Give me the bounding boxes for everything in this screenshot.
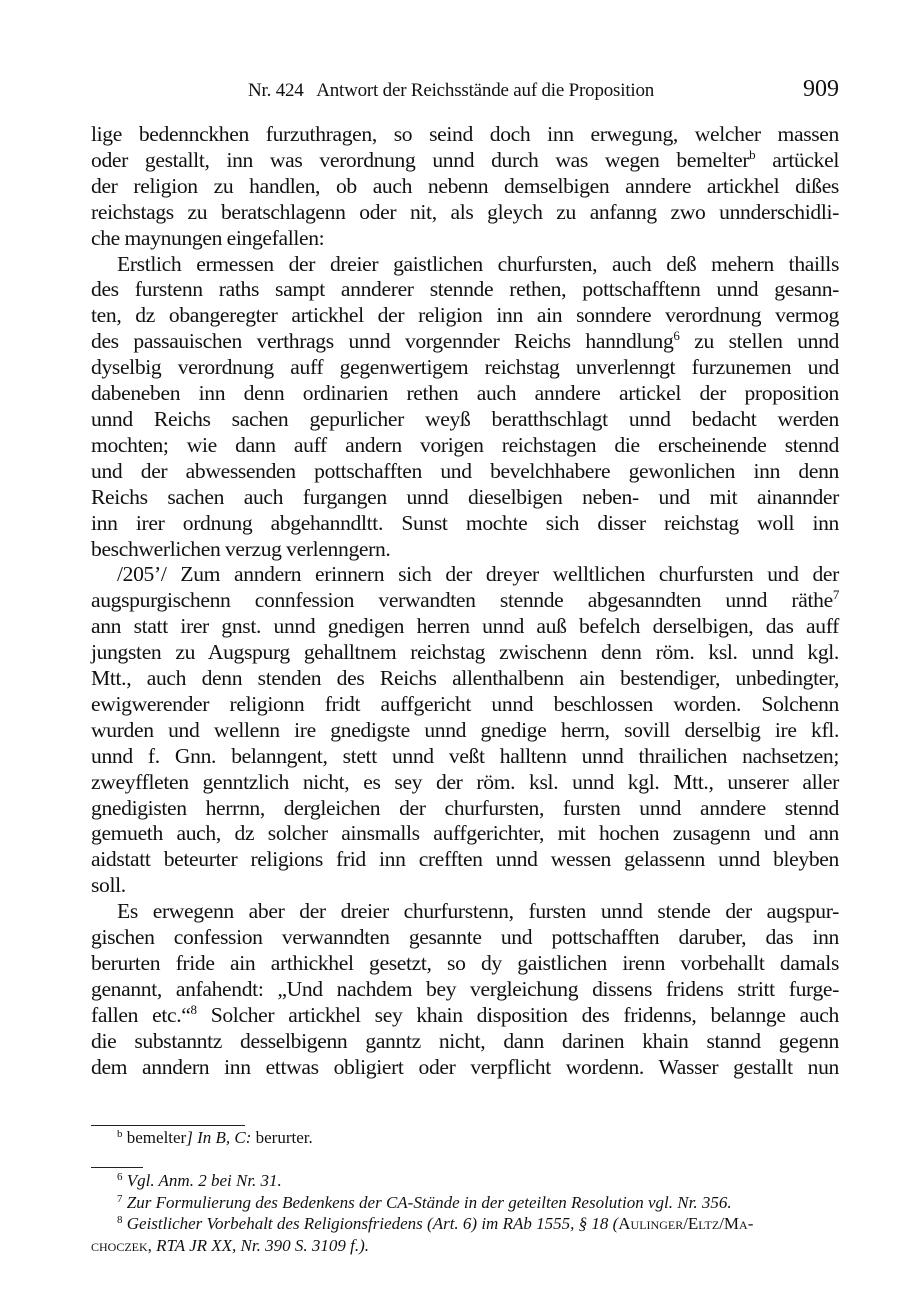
text-line: Mtt., auch denn stenden des Reichs allenthalbenn ain bestendiger, unbedingter,	[91, 666, 839, 691]
text-line: Es erwegenn aber der dreier churfurstenn, fursten unnd stende der augspur-	[117, 899, 839, 924]
text-line: und der abwessenden pottschafften und bevelchhabere gewonlichen inn denn	[91, 458, 839, 483]
running-head	[91, 78, 839, 106]
text-line: zweyffleten genntzlich nicht, es sey der röm. ksl. unnd kgl. Mtt., unserer aller	[91, 769, 839, 794]
text-line: dem anndern inn ettwas obligiert oder verpflicht wordenn. Wasser gestallt nun	[91, 1054, 839, 1079]
footnotes-rule	[91, 1167, 143, 1168]
footnote-number: 7	[117, 1192, 123, 1205]
text-line: dabeneben inn denn ordinarien rethen auch anndere artickel der proposition	[91, 381, 839, 406]
footnote-continuation: choczek, RTA JR XX, Nr. 390 S. 3109 f.).	[91, 1235, 369, 1255]
text-line: /205’/ Zum anndern erinnern sich der dreyer welltlichen churfursten und der	[117, 562, 839, 587]
text-line: des furstenn raths sampt annderer stennde rethen, pottschafftenn unnd gesann-	[91, 277, 839, 302]
text-line: inn irer ordnung abgehanndltt. Sunst mochte sich disser reichstag woll inn	[91, 510, 839, 535]
text-line: mochten; wie dann auff andern vorigen reichstagen die erscheinende stennd	[91, 432, 839, 457]
footnote-number: 8	[117, 1214, 123, 1226]
text-line: wurden und wellenn ire gnedigste unnd gnedige herrn, sovill derselbig ire kfl.	[91, 717, 839, 742]
text-line: ten, dz obangeregter artickhel der religion inn ain sonndere verordnung vermog	[91, 303, 839, 328]
text-line: aidstatt beteurter religions frid inn crefften unnd wessen gelassenn unnd bleyben	[91, 847, 839, 872]
text-line: reichstags zu beratschlagenn oder nit, als gleych zu anfanng zwo unnderschidli-	[91, 199, 839, 224]
text-line: oder gestallt, inn was verordnung unnd durch was wegen bemelter$^b$ artückel	[91, 146, 839, 172]
variant-note-mark: b	[117, 1128, 123, 1140]
text-line: unnd Reichs sachen gepurlicher weyß beratthschlagt unnd bedacht werden	[91, 406, 839, 431]
body-text	[91, 122, 839, 1081]
variant-note: $^b$ bemelter] In B, C: berurter.	[117, 1128, 313, 1147]
text-line: che maynungen eingefallen:	[91, 225, 325, 250]
text-line: fallen etc.“$^8$ Solcher artickhel sey khain disposition des fridenns, belannge auch	[91, 1001, 839, 1027]
text-line: dyselbig verordnung auff gegenwertigem reichstag unverlenngt furzunemen und	[91, 355, 839, 380]
variant-notes-rule	[91, 1125, 245, 1126]
text-line: beschwerlichen verzug verlenngern.	[91, 536, 391, 561]
text-line: die substanntz desselbigenn ganntz nicht, dann darinen khain stannd gegenn	[91, 1028, 839, 1053]
text-line: unnd f. Gnn. belanngent, stett unnd veßt halltenn unnd thrailichen nachsetzen;	[91, 743, 839, 768]
text-line: gnedigisten herrnn, dergleichen der churfursten, fursten unnd anndere stennd	[91, 795, 839, 820]
paragraph	[91, 122, 839, 252]
text-line: lige bedennckhen furzuthragen, so seind doch inn erwegung, welcher massen	[91, 122, 839, 146]
paragraph	[91, 562, 839, 899]
text-line: gemueth auch, dz solcher ainsmalls auffgerichter, mit hochen zusagenn und ann	[91, 821, 839, 846]
footnote: $^8$ Geistlicher Vorbehalt des Religionsfriedens (Art. 6) im RAb 1555, § 18 (Aulinger/Eltz/Ma-	[117, 1214, 754, 1233]
running-title: Nr. 424 Antwort der Reichsstände auf die Proposition	[248, 80, 655, 101]
text-line: soll.	[91, 873, 126, 898]
footnote-number: 6	[117, 1171, 123, 1183]
text-line: Erstlich ermessen der dreier gaistlichen churfursten, auch deß mehern thaills	[117, 251, 839, 276]
variant-notes	[91, 1127, 839, 1149]
footnote-mark[interactable]: 6	[673, 328, 680, 344]
text-line: ann statt irer gnst. unnd gnedigen herren unnd auß befelch derselbigen, das auff	[91, 614, 839, 639]
paragraph	[91, 899, 839, 1080]
text-line: Reichs sachen auch furgangen unnd dieselbigen neben- und mit ainannder	[91, 484, 839, 509]
text-line: augspurgischenn connfession verwandten stennde abgesanndten unnd räthe$^7$	[91, 587, 839, 613]
text-line: ewigwerender religionn fridt auffgericht unnd beschlossen worden. Solchenn	[91, 691, 839, 716]
footnotes	[91, 1170, 839, 1256]
page-number: 909	[803, 76, 839, 102]
text-line: genannt, anfahendt: „Und nachdem bey vergleichung dissens fridens stritt furge-	[91, 976, 839, 1001]
text-line: der religion zu handlen, ob auch nebenn demselbigen anndere artickhel dißes	[91, 173, 839, 198]
footnote-mark[interactable]: 8	[190, 1001, 197, 1017]
footnote: $^7$ Zur Formulierung des Bedenkens der CA-Stände in der geteilten Resolution vgl. Nr. 356.	[117, 1192, 732, 1212]
variant-mark[interactable]: b	[749, 146, 756, 162]
paragraph	[91, 252, 839, 563]
footnote-mark[interactable]: 7	[832, 587, 839, 603]
text-line: gischen confession verwanndten gesannte und pottschafften daruber, das inn	[91, 925, 839, 950]
text-line: berurten fride ain arthickhel gesetzt, so dy gaistlichen irenn vorbehallt damals	[91, 951, 839, 975]
text-line: des passauischen verthrags unnd vorgennder Reichs hanndlung$^6$ zu stellen unnd	[91, 328, 839, 354]
text-line: jungsten zu Augspurg gehalltnem reichstag zwischenn denn röm. ksl. unnd kgl.	[91, 640, 839, 665]
footnote: $^6$ Vgl. Anm. 2 bei Nr. 31.	[117, 1171, 282, 1190]
